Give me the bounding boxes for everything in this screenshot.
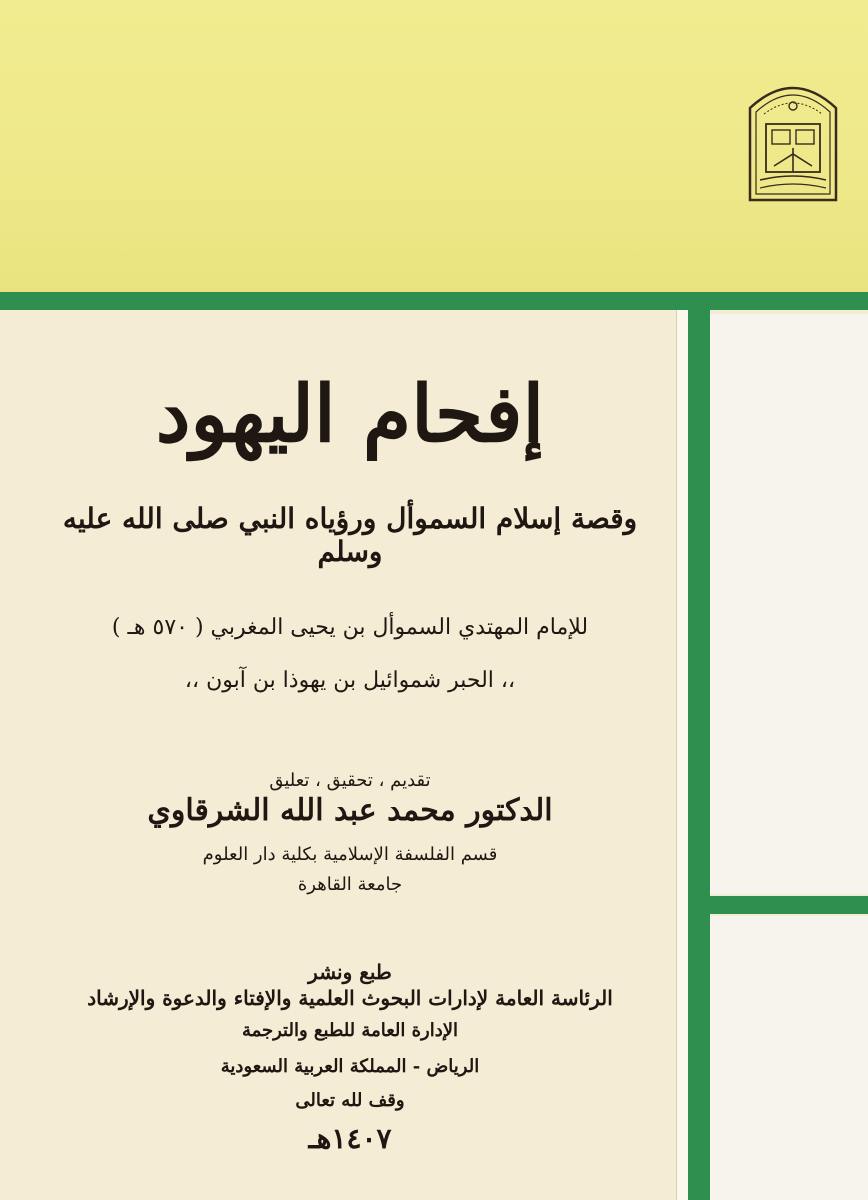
author-line: للإمام المهتدي السموأل بن يحيى المغربي ( ٥٧٠ هـ ) (111, 615, 589, 640)
publisher-line-4: وقف لله تعالى (295, 1090, 405, 1111)
editor-university: جامعة القاهرة (297, 874, 403, 895)
editor-department: قسم الفلسفة الإسلامية بكلية دار العلوم (202, 844, 498, 865)
green-side-stripe (688, 896, 868, 914)
book-title: إفحام اليهود (155, 369, 545, 460)
right-box-lower (710, 916, 868, 1200)
publisher-line-1: الرئاسة العامة لإدارات البحوث العلمية والإفتاء والدعوة والإرشاد (87, 986, 613, 1010)
book-subtitle: وقصة إسلام السموأل ورؤياه النبي صلى الله عليه وسلم (62, 502, 638, 568)
publisher-line-2: الإدارة العامة للطبع والترجمة (241, 1020, 459, 1041)
publication-year: ١٤٠٧هـ (308, 1122, 392, 1155)
author-line-secondary: ،، الحبر شموائيل بن يهوذا بن آبون ،، (184, 668, 516, 693)
green-horizontal-stripe (0, 292, 868, 310)
editor-roles: تقديم ، تحقيق ، تعليق (269, 770, 431, 791)
library-emblem-icon (744, 68, 842, 212)
green-vertical-stripe (688, 292, 710, 1200)
editor-name: الدكتور محمد عبد الله الشرقاوي (147, 793, 553, 828)
top-color-band (0, 0, 868, 292)
right-box-upper (710, 314, 868, 894)
publish-label: طبع ونشر (308, 960, 392, 984)
publisher-line-3: الرياض - المملكة العربية السعودية (220, 1056, 480, 1077)
